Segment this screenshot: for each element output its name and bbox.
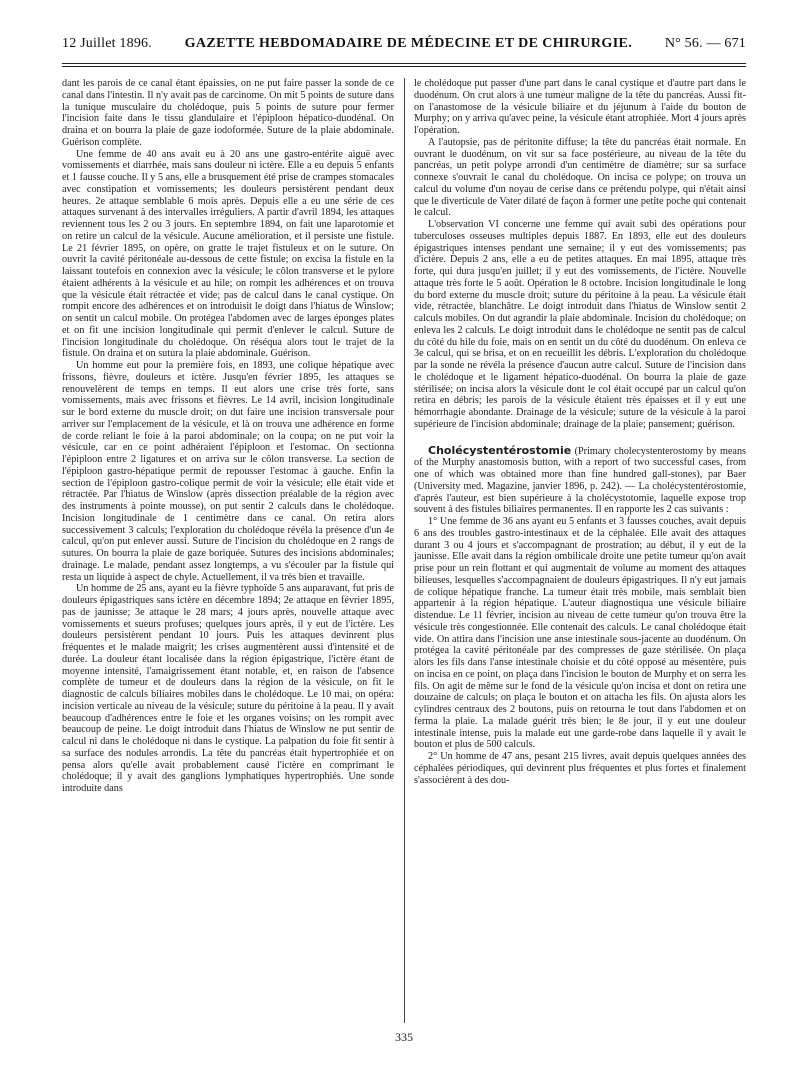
running-header [62, 36, 746, 58]
paragraph: L'observation VI concerne une femme qui avait subi des opérations pour tuberculoses osseuses multiples depuis 1887. En 1893, elle eut des douleurs épigastriques intenses pendant une semaine; il y eut des vomissements; pas d'ictère. Depuis 2 ans, elle a eu de petites attaques. En mai 1895, attaque très forte, qui dura jusqu'en juillet; il y eut des vomissements, de l'ictère. Nouvelle attaque très forte le 5 août. Opération le 8 octobre. Incision longitudinale le long du bord externe du muscle droit; suture du péritoine à la peau. La vésicule était vide, rétractée, blanchâtre. Le doigt introduit dans l'hiatus de Winslow sentit 2 calculs mobiles. On dut agrandir la plaie abdominale. Incision du cholédoque; on enleva les 2 calculs. Le doigt introduit dans le cholédoque ne sentit pas de calcul du côté du hile du foie, mais on en sentit un du côté du duodénum. On enleva ce 3e calcul, qui se brisa, et on en recueillit les débris. L'exploration du cholédoque par la sonde ne révéla la présence d'aucun autre calcul. Suture de l'incision dans le cholédoque et le ligament hépatico-duodénal. On bourra la plaie de gaze stérilisée; on incisa alors la vésicule dont le col était occupé par un calcul qu'on retira en débris; les parois de la vésicule étaient très épaisses et il y eut une hémorrhagie abondante. Drainage de la vésicule; suture de la vésicule à la paroi supérieure de l'incision abdominale; drainage de la plaie; pansement; guérison. [414, 219, 746, 430]
header-rule-double [62, 66, 746, 67]
paragraph: A l'autopsie, pas de péritonite diffuse; la tête du pancréas était normale. En ouvrant le duodénum, on vit sur sa face postérieure, au niveau de la tête du pancréas, un petit polype arrondi d'un centimètre de diamètre; sur sa surface connexe s'ouvrait le canal du cholédoque. On incisa ce polype; on trouva un calcul du volume d'un noyau de cerise dans ce prétendu polype, qui n'était ainsi que le diverticule de Vater dilaté de façon à former une petite poche qui contenait le calcul. [414, 136, 746, 219]
section-intro: (Primary cholecystenterostomy by means of the Murphy anastomosis button, with a report of two successful cases, from one of which was obtained more than fine hundred gall-stones), par Baer (University med. Magazine, janvier 1896, p. 242). — La cholécystentérostomie, d'après l'auteur, est bien supérieure à la cholécystotomie, laquelle expose trop souvent à des fistules biliaires permanentes. Il en rapporte les 2 cas suivants : [414, 445, 746, 516]
journal-page [62, 36, 746, 1066]
header-journal-title: GAZETTE HEBDOMADAIRE DE MÉDECINE ET DE CHIRURGIE. [184, 36, 633, 51]
paragraph: Un homme eut pour la première fois, en 1893, une colique hépatique avec frissons, fièvre, douleurs et ictère. Jusqu'en février 1895, les attaques se renouvelèrent de temps en temps. Il eut alors une crise très forte, sans vomissements, mais avec frissons et fièvres. Le 14 avril, incision longitudinale sur le bord externe du muscle droit; on dut faire une incision transversale pour arriver sur l'emplacement de la vésicule, et là on trouva une adhérence en forme de corde reliant le foie à la paroi abdominale; on la coupa; on ne put voir la vésicule, car en ce point adhéraient l'épiploon et l'estomac. On sectionna l'épiploon entre 2 ligatures et on arriva sur le côlon transverse. La section de l'épiploon gastro-hépatique permit de repousser l'estomac à gauche. Enfin la section de l'épiploon gastro-colique permit de voir la vésicule; elle était vide et rétractée. Par l'hiatus de Winslow (après dissection préalable de la région avec des instruments à pointe mousse), on put sentir 2 calculs dans le cholédoque. Incision longitudinale de 1 centimètre dans ce canal. On retira alors successivement 3 calculs; l'exploration du cholédoque révéla la présence d'un 4e calcul, qu'on put enlever aussi. Suture de l'incision du cholédoque en 2 rangs de sutures. On bourra la plaie de gaze boriquée. Sutures des incisions abdominales; drainage. Le malade, pendant assez longtemps, a vu s'écouler par la fistule qui resta un liquide à aspect de chyle. Actuellement, il va très bien et travaille. [62, 360, 394, 583]
page-number: 335 [395, 1030, 413, 1044]
paragraph: dant les parois de ce canal étant épaissies, on ne put faire passer la sonde de ce canal dans l'intestin. Il n'y avait pas de carcinome. On mit 5 points de suture dans la tunique musculaire du cholédoque, puis 5 points de suture pour fermer l'incision faite dans le tissu glandulaire et l'épiploon hépatico-duodénal. On draina et on bourra la plaie de gaze iodoformée. Suture de la plaie abdominale. Guérison complète. [62, 78, 394, 148]
section-paragraph [414, 445, 746, 517]
paragraph: le cholédoque put passer d'une part dans le canal cystique et d'autre part dans le duodénum. On crut alors à une tumeur maligne de la tête du pancréas. Aussi fit-on l'anastomose de la vésicule biliaire et du jéjunum à l'aide du bouton de Murphy; on y arriva qu'avec peine, la vésicule étant atrophiée. Mort 4 jours après l'opération. [414, 78, 746, 136]
header-rule [62, 63, 746, 64]
paragraph: 1° Une femme de 36 ans ayant eu 5 enfants et 3 fausses couches, avait depuis 6 ans des troubles gastro-intestinaux et de la céphalée. Elle avait des attaques durant 3 ou 4 jours et s'accompagnant de prostration; au début, il y eut de la jaunisse. Elle avait dans la région ombilicale droite une petite tumeur qu'on avait prise pour un rein flottant et qui augmentait de volume au moment des attaques bilieuses, lesquelles s'accompagnaient de douleurs épigastriques. Il n'y eut jamais de colique hépatique franche. La tumeur était très mobile, mais semblait bien appartenir à la région hépatique. L'auteur diagnostiqua une vésicule biliaire distendue. Le 11 février, incision au niveau de cette tumeur qu'on trouva être la vésicule très congestionnée. Elle contenait des calculs. Le canal cholédoque était vide. On attira dans l'incision une anse intestinale sous-jacente au duodénum. On protégea la cavité péritonéale par des compresses de gaze stérilisée. On plaça alors les fils dans l'anse intestinale choisie et du côté opposé au mésentère, puis on incisa en ce point, on plaça dans l'incision le bouton de Murphy et on serra les fils. On agit de même sur le fond de la vésicule qu'on incisa et dont on retira une douzaine de calculs; on plaça le bouton et on attacha les fils. On ajusta alors les cylindres centraux des 2 boutons, puis on retourna le tout dans l'abdomen et on ferma la plaie. La malade guérit très bien; le 8e jour, il y eut une douleur intestinale intense, puis la malade eut une garde-robe dans laquelle il y avait le bouton et plus de 500 calculs. [414, 516, 746, 751]
header-issue-page: N° 56. — 671 [664, 36, 746, 51]
paragraph: Une femme de 40 ans avait eu à 20 ans une gastro-entérite aiguë avec vomissements et diarrhée, mais sans douleur ni ictère. Elle a eu depuis 5 enfants et 1 fausse couche. Il y 5 ans, elle a brusquement été prise de crampes stomacales avec constipation et vomissements; les douleurs persistèrent pendant deux heures. 2e attaque semblable 6 mois après. Depuis elle a eu une série de ces attaques survenant à des intervalles irréguliers. A partir d'avril 1894, les attaques reviennent tous les 2 ou 3 jours. En septembre 1894, on fait une laparotomie et on retire un calcul de la vésicule. Aucune amélioration, et il persiste une fistule. Le 21 février 1895, on opère, on gratte le trajet fistuleux et on le suture. On ouvrit la cavité péritonéale au-dessous de cette fistule; on excisa la fistule en la laissant toutefois en connexion avec la vésicule; le côlon transverse et le pylore étaient adhérents à la vésicule et au hile; on rompit les adhérences et on trouva que la vésicule était rétractée et vide; pas de calcul dans le canal cystique. On rompit encore des adhérences et on introduisit le doigt dans l'hiatus de Winslow; on sentit un calcul mobile. On protégea l'abdomen avec de larges éponges plates et on fit une incision longitudinale qui permit d'enlever le calcul. Suture de l'incision longitudinale du cholédoque. On réséqua alors tout le trajet de la fistule. On draina et on sutura la plaie abdominale. Guérison. [62, 148, 394, 360]
header-date: 12 Juillet 1896. [62, 36, 152, 51]
paragraph: Un homme de 25 ans, ayant eu la fièvre typhoïde 5 ans auparavant, fut pris de douleurs épigastriques sans ictère en décembre 1894; 2e attaque en février 1895, pas de jaunisse; 3e attaque le 28 mars; 4 jours après, nouvelle attaque avec vomissements et sueurs profuses; quelques jours après, il y eut de l'ictère. Les douleurs persistèrent pendant 10 jours. Puis les attaques devinrent plus fréquentes et le malade maigrit; les crises augmentèrent aussi d'intensité et de durée. La douleur étant localisée dans la région épigastrique, l'ictère étant de moyenne intensité, l'amaigrissement étant notable, et, en raison de l'absence complète de tumeur et de douleurs dans la région de la vésicule, on fit le diagnostic de calculs biliaires mobiles dans le cholédoque. Le 10 mai, on opéra: incision verticale au niveau de la vésicule; suture du péritoine à la peau. Il y avait beaucoup d'adhérences entre le foie et les organes voisins; on les rompit avec beaucoup de peine. Le doigt introduit dans l'hiatus de Winslow ne put sentir de calcul ni dans le cholédoque ni dans le cystique. La palpation du foie fit sentir à sa surface des nodules arrondis. La tête du pancréas était hypertrophiée et on pensa alors qu'elle avait probablement causé l'ictère en comprimant le cholédoque; il y avait des ganglions lymphatiques hypertrophiés. Une sonde introduite dans [62, 583, 394, 794]
column-divider [404, 78, 405, 1023]
right-column [414, 78, 746, 786]
paragraph: 2° Un homme de 47 ans, pesant 215 livres, avait depuis quelques années des céphalées périodiques, qui devinrent plus fréquentes et plus fortes et finalement s'associèrent à des dou- [414, 751, 746, 786]
left-column [62, 78, 394, 795]
section-title: Cholécystentérostomie [428, 443, 572, 457]
